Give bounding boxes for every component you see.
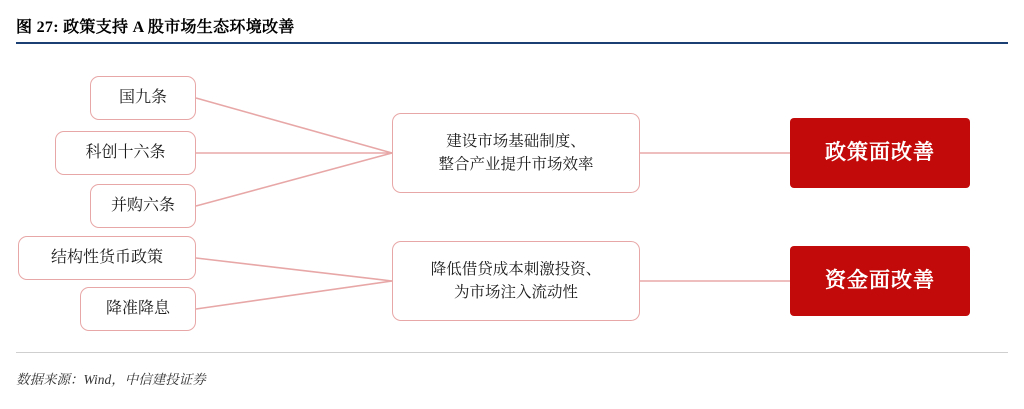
node-label: 政策面改善 (825, 140, 935, 164)
node-label-line1: 建设市场基础制度、 (446, 132, 586, 150)
node-label: 并购六条 (110, 197, 175, 215)
node-left-4 (18, 236, 196, 280)
node-result-2 (790, 246, 970, 316)
node-label-line1: 降低借贷成本刺激投资、 (430, 260, 602, 278)
node-label: 科创十六条 (85, 144, 166, 162)
node-middle-1 (392, 113, 640, 193)
node-middle-2 (392, 241, 640, 321)
node-label: 资金面改善 (825, 268, 935, 292)
node-label: 结构性货币政策 (50, 249, 163, 267)
source-note: 数据来源：Wind，中信建投证券 (16, 372, 206, 387)
node-label-line2: 整合产业提升市场效率 (438, 156, 594, 173)
figure-title: 图 27: 政策支持 A 股市场生态环境改善 (16, 19, 295, 36)
node-left-1 (90, 76, 196, 120)
node-label-line2: 为市场注入流动性 (453, 284, 578, 301)
node-left-3 (90, 184, 196, 228)
node-label: 国九条 (118, 89, 167, 107)
node-left-5 (80, 287, 196, 331)
title-divider (16, 42, 1008, 44)
footer-divider (16, 352, 1008, 353)
node-label: 降准降息 (105, 300, 170, 318)
node-left-2 (55, 131, 196, 175)
node-result-1 (790, 118, 970, 188)
diagram-canvas (0, 48, 1024, 348)
